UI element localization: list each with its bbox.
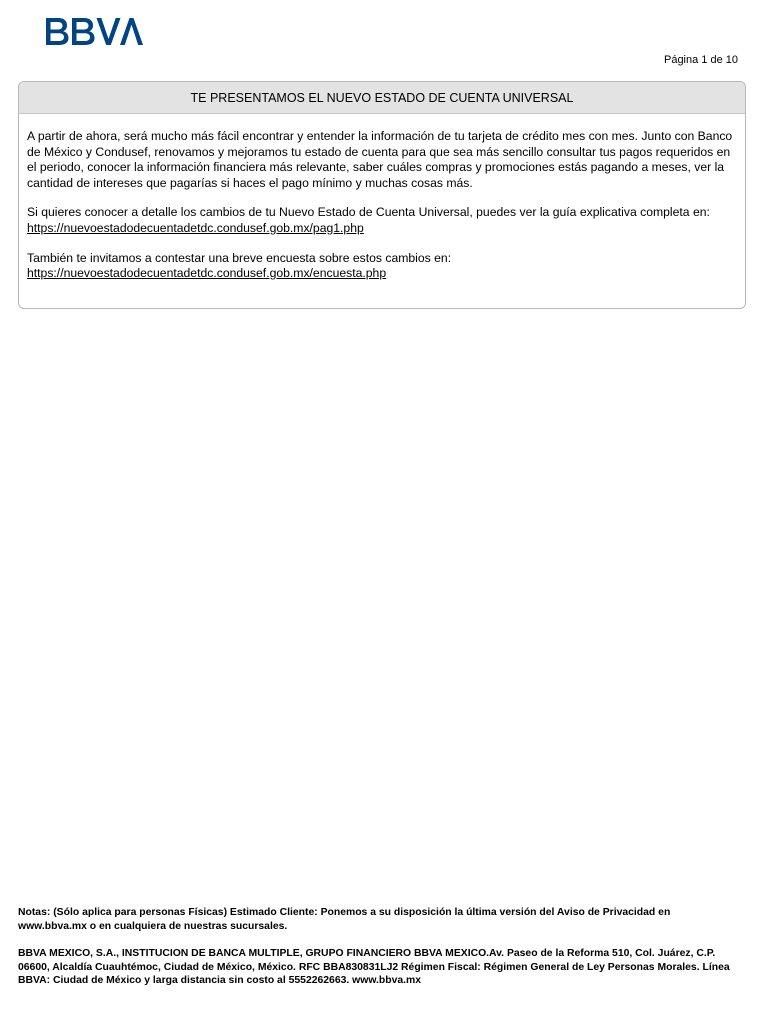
intro-paragraph: A partir de ahora, será mucho más fácil encontrar y entender la información de tu tarjeta de crédito mes con mes. Junto con Banco de México y Condusef, renovamos y mejoramos tu estado de cuenta para que sea más sencillo consultar tus pagos requeridos en el periodo, conocer la información financiera más relevante, saber cuáles compras y promociones estás pagando a meses, ver la cantidad de intereses que pagarías si haces el pago mínimo y muchas cosas más.	[27, 129, 733, 190]
guide-text: Si quieres conocer a detalle los cambios de tu Nuevo Estado de Cuenta Universal, puedes ver la guía explicativa completa en:	[27, 205, 710, 220]
survey-link[interactable]: https://nuevoestadodecuentadetdc.condusef.gob.mx/encuesta.php	[27, 266, 387, 281]
footer-notes: Notas: (Sólo aplica para personas Físicas) Estimado Cliente: Ponemos a su disposición la última versión del Aviso de Privacidad en www.bbva.mx o en cualquiera de nuestras sucursales.	[18, 907, 671, 932]
survey-text: También te invitamos a contestar una breve encuesta sobre estos cambios en:	[27, 250, 452, 265]
bbva-logo	[44, 14, 144, 48]
bbva-logo-icon	[44, 14, 144, 48]
survey-paragraph	[27, 251, 737, 282]
guide-link[interactable]: https://nuevoestadodecuentadetdc.condusef.gob.mx/pag1.php	[27, 220, 364, 235]
info-box-body	[19, 114, 745, 282]
info-box-title: TE PRESENTAMOS EL NUEVO ESTADO DE CUENTA UNIVERSAL	[19, 82, 745, 114]
page-number: Página 1 de 10	[663, 54, 738, 66]
footer-company-info: BBVA MEXICO, S.A., INSTITUCION DE BANCA MULTIPLE, GRUPO FINANCIERO BBVA MEXICO.Av. Paseo de la Reforma 510, Col. Juárez, C.P. 06600, Alcaldía Cuauhtémoc, Ciudad de México, México. RFC BBA830831LJ2 Régimen Fiscal: Régimen General de Ley Personas Morales. Línea BBVA: Ciudad de México y larga distancia sin costo al 5552262663. www.bbva.mx	[18, 948, 730, 986]
info-box	[18, 81, 746, 309]
guide-paragraph	[27, 205, 737, 236]
